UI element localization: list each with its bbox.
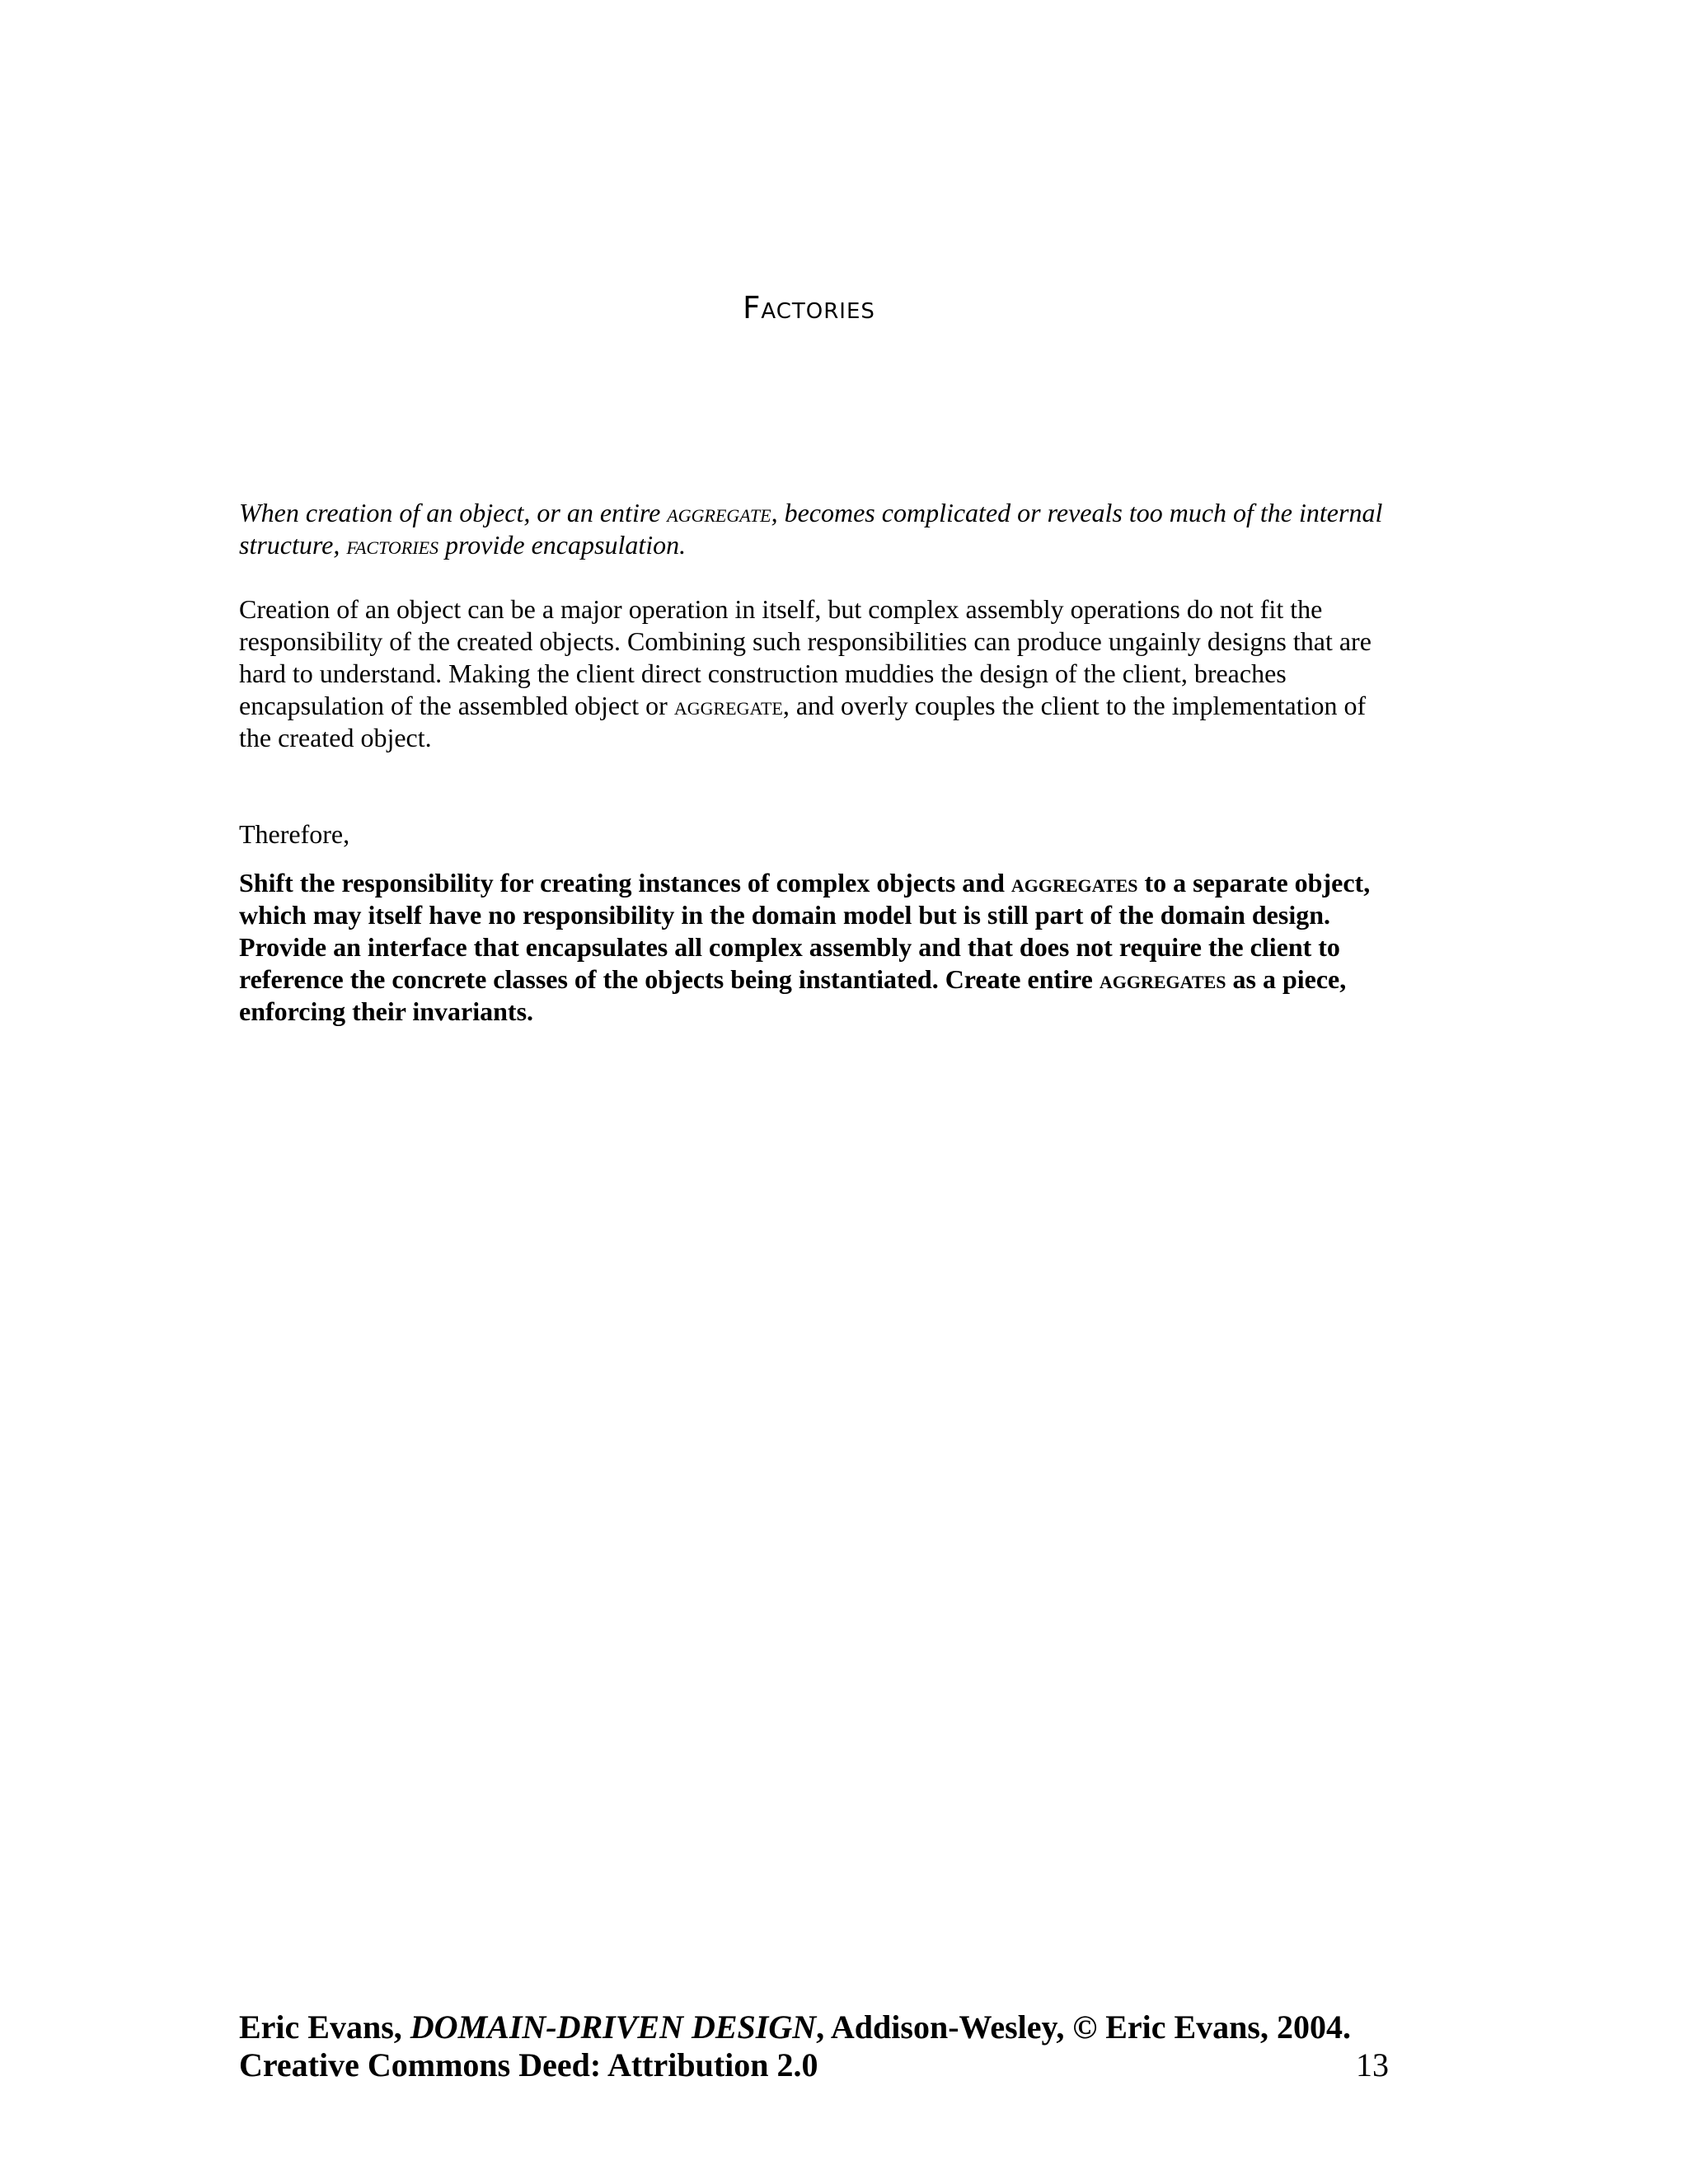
section-heading: Factories — [743, 290, 875, 326]
pattern-intro — [239, 497, 1389, 561]
footer-license: Creative Commons Deed: Attribution 2.0 — [239, 2046, 818, 2083]
problem-description — [239, 593, 1389, 754]
intro-paragraph — [239, 497, 1389, 561]
page-footer — [239, 2008, 1389, 2084]
intro-text-1: When creation of an object, or an entire — [239, 498, 668, 527]
therefore-text: Therefore, — [239, 819, 350, 849]
footer-book-title: DOMAIN-DRIVEN DESIGN — [410, 2008, 817, 2046]
solution-term-aggregates-2: aggregates — [1099, 964, 1226, 994]
solution-text-3: as a piece, enforcing their invariants. — [239, 964, 1347, 1026]
body-text-1: Creation of an object can be a major operation in itself, but complex assembly operations do not fit the responsibility of the created objects. Combining such responsibilities can produce ungainly designs that are hard to understand. Making the client direct construction muddies the design of the client, breaches encapsulation of the assembled object or — [239, 594, 1372, 720]
body-text-2: , and overly couples the client to the implementation of the created object. — [239, 691, 1367, 752]
pattern-solution — [239, 867, 1389, 1028]
solution-text-1: Shift the responsibility for creating instances of complex objects and — [239, 868, 1011, 898]
solution-text-2: to a separate object, which may itself have no responsibility in the domain model but is still part of the domain design. Provide an interface that encapsulates all complex assembly and that does not require the client to reference the concrete classes of the objects being instantiated. Create entire — [239, 868, 1371, 994]
intro-text-3: provide encapsulation. — [438, 530, 687, 560]
footer-author: Eric Evans, — [239, 2008, 410, 2046]
body-term-aggregate: aggregate — [673, 691, 783, 720]
body-paragraph — [239, 593, 1389, 754]
footer-citation — [239, 2008, 1389, 2046]
solution-term-aggregates-1: aggregates — [1010, 868, 1138, 898]
intro-term-factories: factories — [346, 530, 439, 560]
intro-text-2: , becomes complicated or reveals too much of the internal structure, — [239, 498, 1383, 560]
therefore-line — [239, 818, 1389, 851]
intro-term-aggregate: aggregate — [667, 498, 771, 527]
solution-paragraph — [239, 867, 1389, 1028]
footer-publisher: , Addison-Wesley, © Eric Evans, 2004. — [816, 2008, 1351, 2046]
page-number: 13 — [1356, 2046, 1389, 2083]
